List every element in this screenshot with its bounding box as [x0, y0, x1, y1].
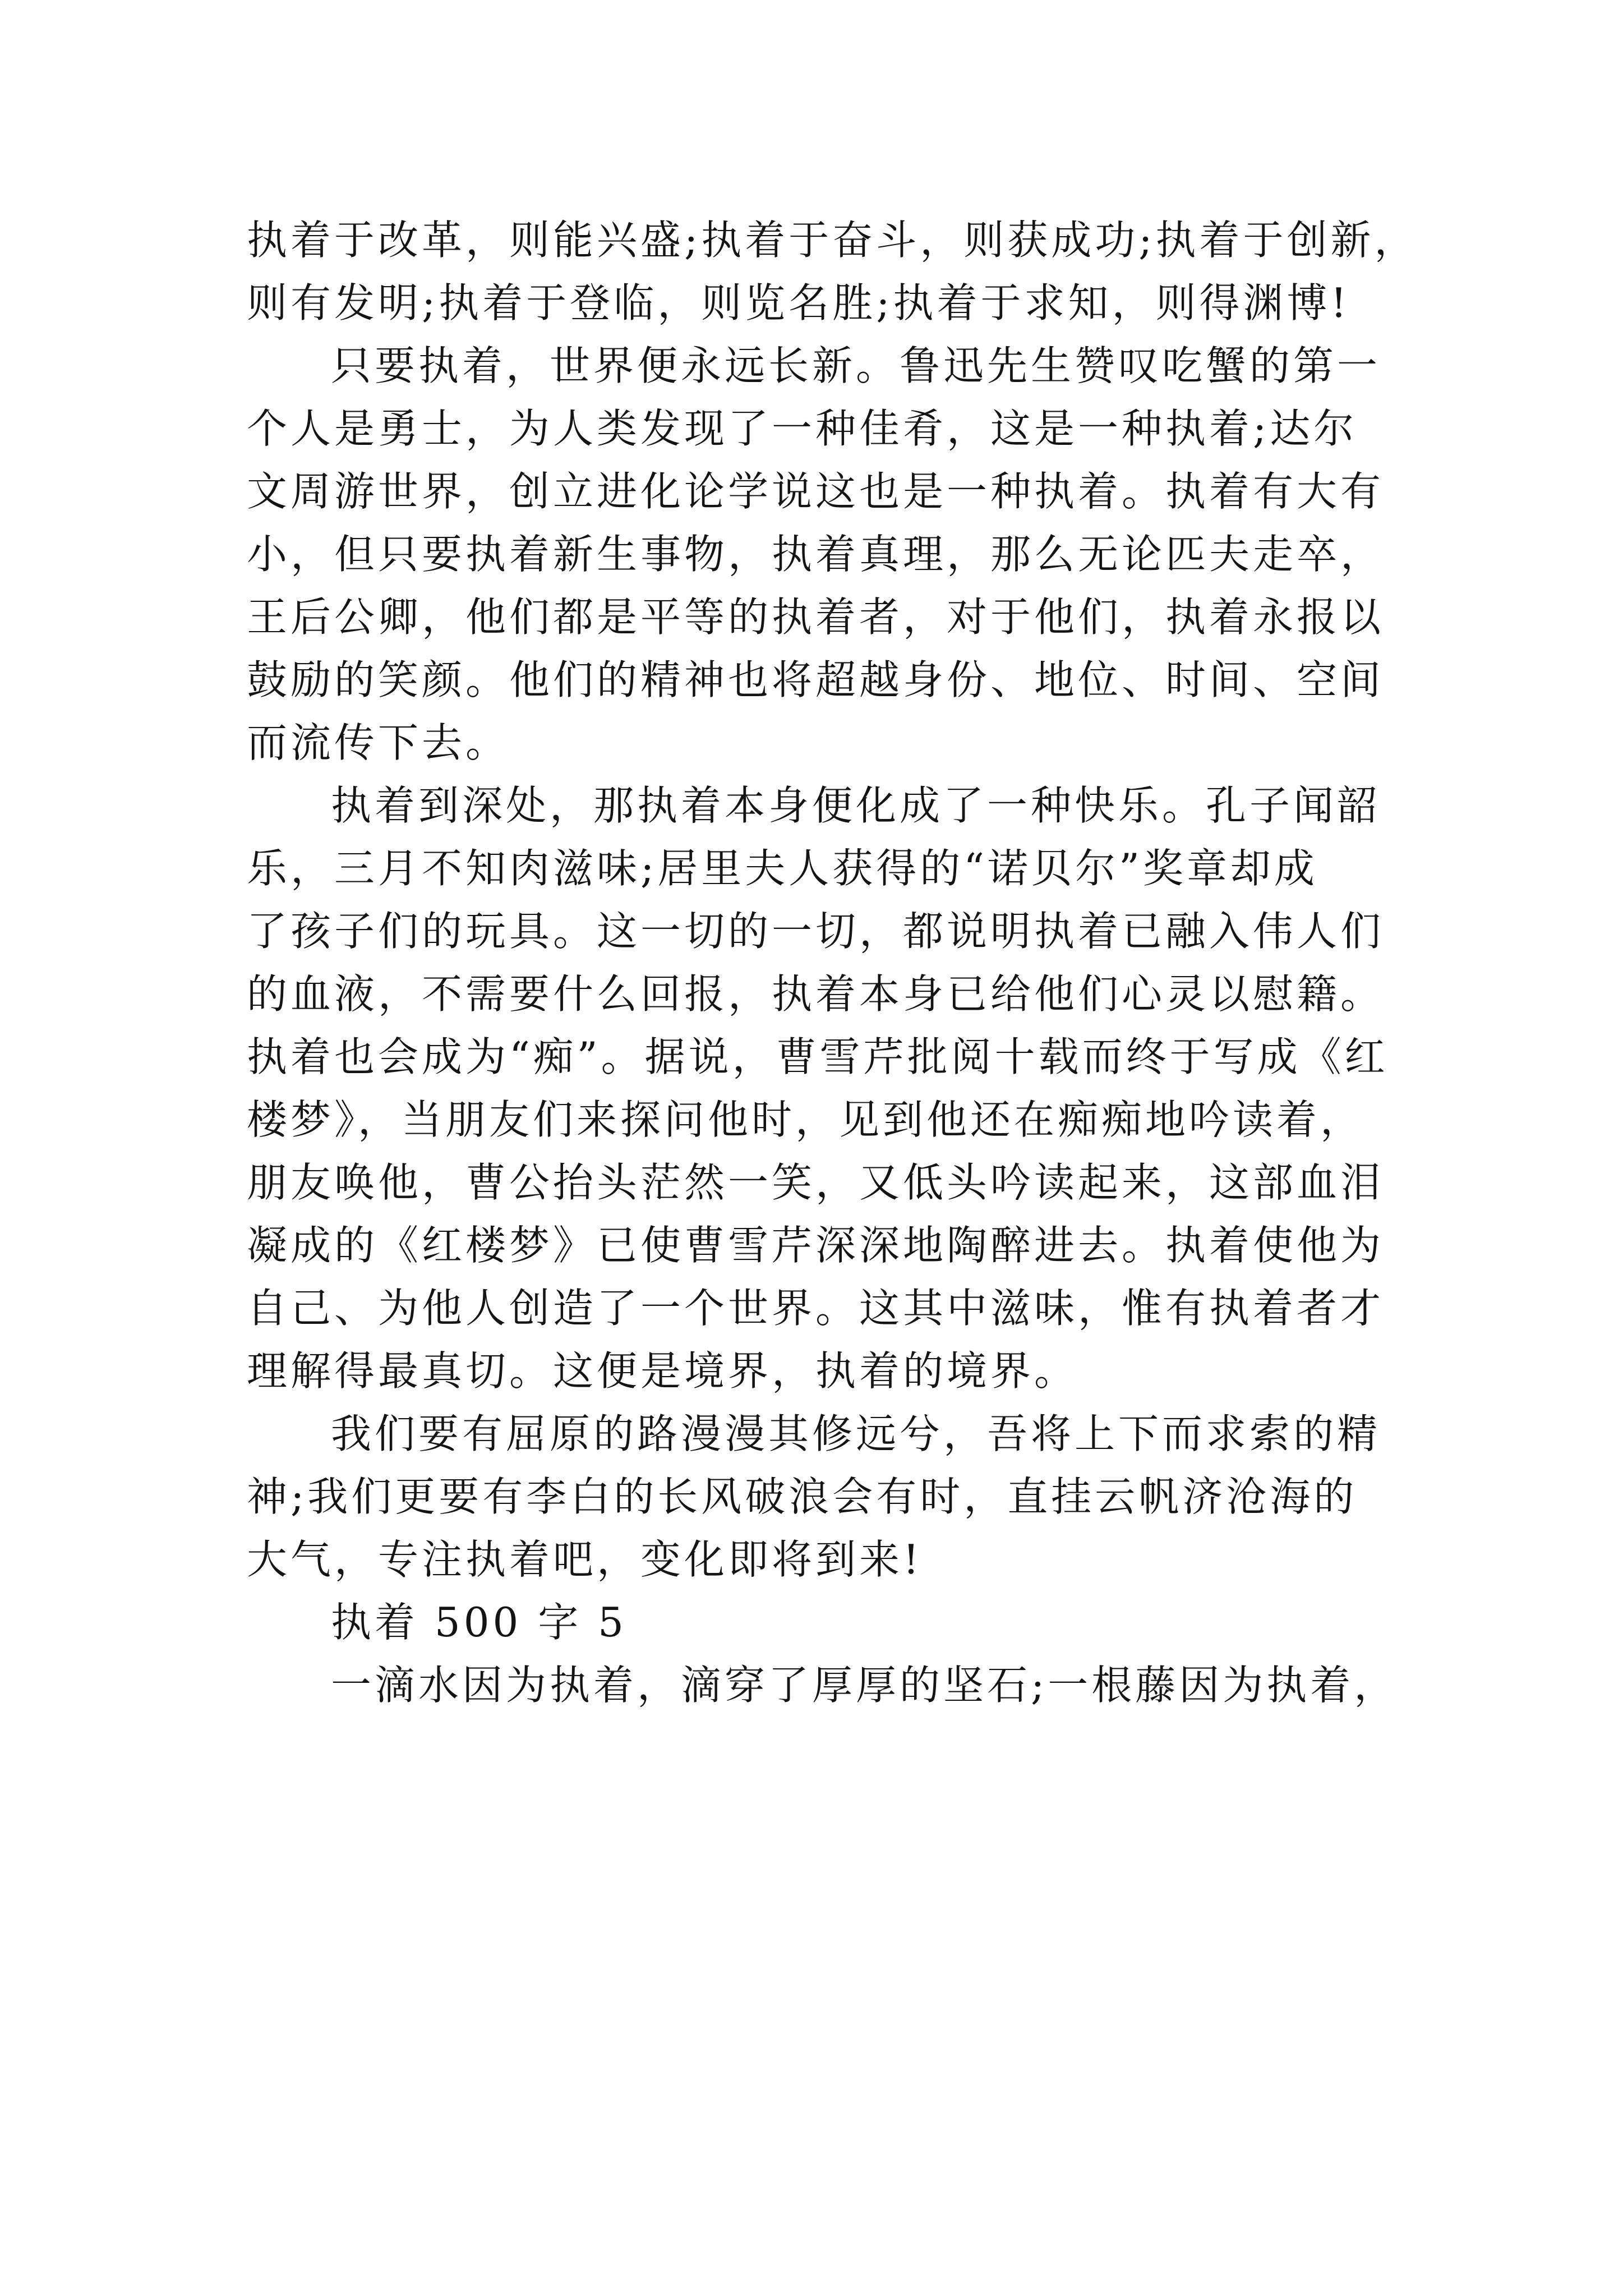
- text-line: 神;我们更要有李白的长风破浪会有时，直挂云帆济沧海的: [247, 1473, 1358, 1520]
- paragraph-start-line: 一滴水因为执着，滴穿了厚厚的坚石;一根藤因为执着，: [331, 1662, 1398, 1709]
- text-line: 王后公卿，他们都是平等的执着者，对于他们，执着永报以: [247, 593, 1385, 641]
- text-line: 乐，三月不知肉滋味;居里夫人获得的“诺贝尔”奖章却成: [247, 845, 1318, 892]
- text-line: 而流传下去。: [247, 719, 510, 766]
- text-line: 自己、为他人创造了一个世界。这其中滋味，惟有执着者才: [247, 1285, 1385, 1332]
- text-line: 鼓励的笑颜。他们的精神也将超越身份、地位、时间、空间: [247, 656, 1385, 703]
- text-line: 执着于改革，则能兴盛;执着于奋斗，则获成功;执着于创新，: [247, 217, 1418, 264]
- text-line: 小，但只要执着新生事物，执着真理，那么无论匹夫走卒，: [247, 531, 1385, 578]
- text-line: 楼梦》，当朋友们来探问他时，见到他还在痴痴地吟读着，: [247, 1096, 1364, 1143]
- text-line: 则有发明;执着于登临，则览名胜;执着于求知，则得渊博!: [247, 279, 1350, 326]
- paragraph-start-line: 执着到深处，那执着本身便化成了一种快乐。孔子闻韶: [331, 782, 1381, 829]
- document-body: [247, 209, 1418, 1717]
- text-line: 了孩子们的玩具。这一切的一切，都说明执着已融入伟人们: [247, 908, 1385, 955]
- paragraph-start-line: 只要执着，世界便永远长新。鲁迅先生赞叹吃蟹的第一: [331, 342, 1381, 389]
- text-line: 执着也会成为“痴”。据说，曹雪芹批阅十载而终于写成《红: [247, 1033, 1389, 1080]
- text-line: 凝成的《红楼梦》已使曹雪芹深深地陶醉进去。执着使他为: [247, 1222, 1385, 1269]
- section-heading: 执着 500 字 5: [331, 1599, 627, 1646]
- text-line: 朋友唤他，曹公抬头茫然一笑，又低头吟读起来，这部血泪: [247, 1159, 1385, 1206]
- text-line: 的血液，不需要什么回报，执着本身已给他们心灵以慰籍。: [247, 970, 1385, 1018]
- text-line: 文周游世界，创立进化论学说这也是一种执着。执着有大有: [247, 468, 1385, 515]
- text-line: 大气，专注执着吧，变化即将到来!: [247, 1536, 923, 1583]
- paragraph-start-line: 我们要有屈原的路漫漫其修远兮，吾将上下而求索的精: [331, 1410, 1381, 1457]
- text-line: 个人是勇士，为人类发现了一种佳肴，这是一种执着;达尔: [247, 405, 1358, 452]
- text-line: 理解得最真切。这便是境界，执着的境界。: [247, 1347, 1078, 1395]
